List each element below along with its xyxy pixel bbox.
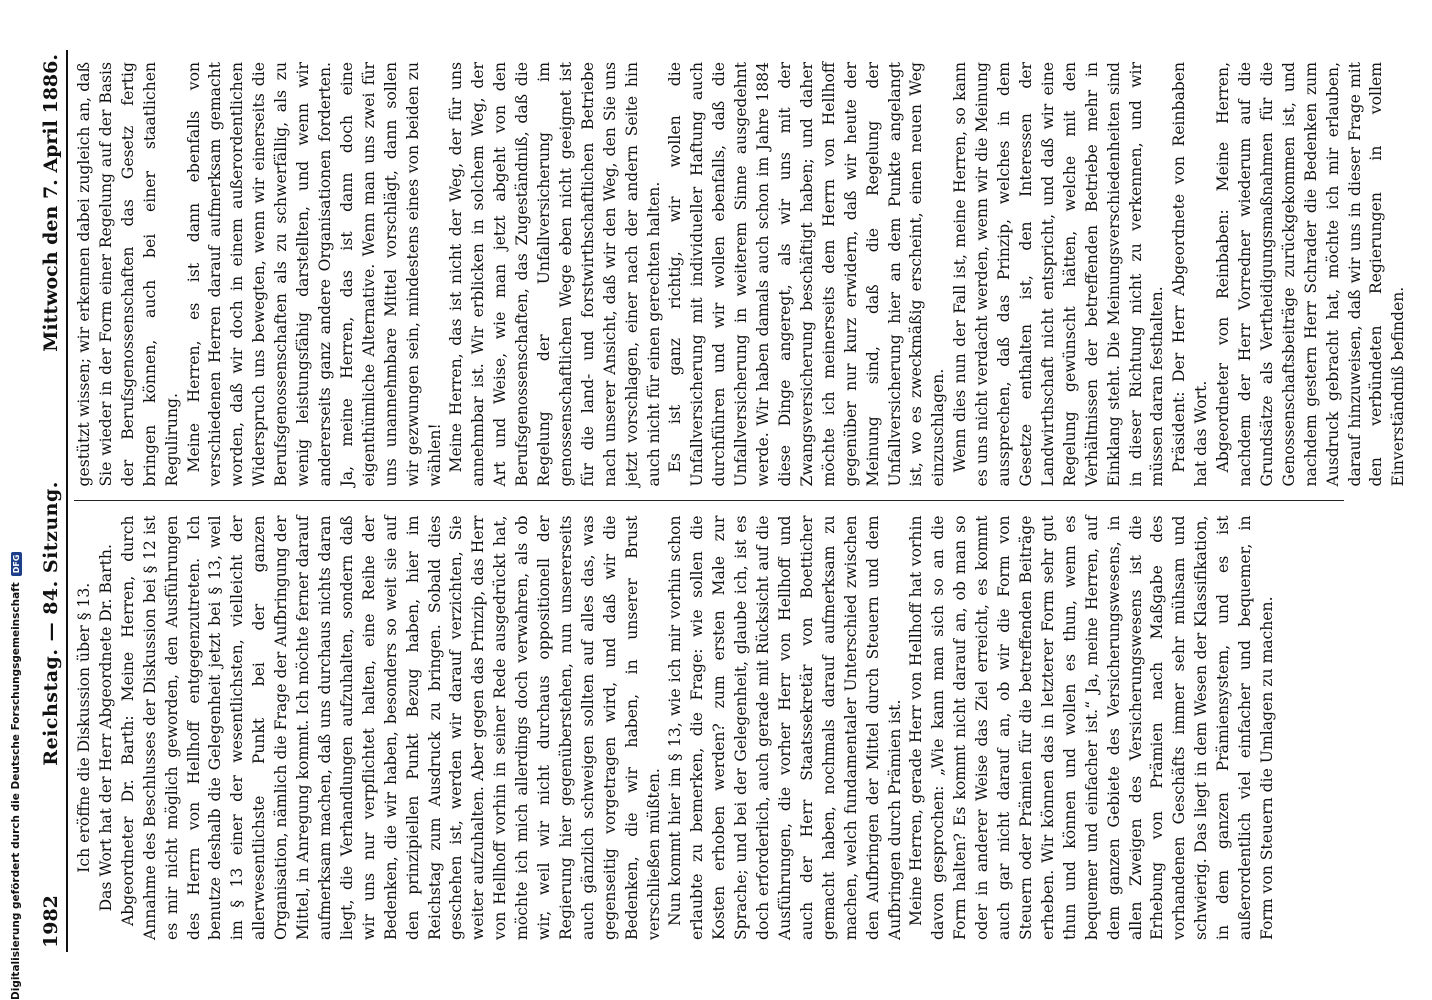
paragraph: Meine Herren, es ist dann ebenfalls von verschiedenen Herren darauf aufmerksam gemacht worden, daß wir doch in einem außerordentlichen Widerspruch uns bewegten, wenn wir einerseits die Berufsgenossenschaften als zu schwerfällig, als zu wenig leistungsfähig darstellten, und wenn wir andererseits ganz andere Organisationen forderten. Ja, meine Herren, das ist dann doch eine eigenthümliche Alternative. Wenn man uns zwei für uns unannehmbare Mittel vorschlägt, dann sollen wir gezwungen sein, mindestens eines von beiden zu wählen!: [184, 62, 444, 487]
paragraph: gestützt wissen; wir erkennen dabei zugleich an, daß Sie wieder in der Form einer Regelung auf der Basis der Berufsgenossenschaften das Gesetz fertig bringen können, auch bei einer staatlichen Regulirung.: [75, 62, 181, 487]
page-number: 1982: [40, 895, 62, 948]
paragraph: Es ist ganz richtig, wir wollen die Unfallversicherung mit individueller Haftung auch durchführen und wir wollen ebenfalls, daß die Unfallversicherung in weiterem Sinne ausgedehnt werde. Wir haben damals auch schon im Jahre 1884 diese Dinge angeregt, als wir uns mit der Zwangsversicherung beschäftigt haben; und daher möchte ich meinerseits dem Herrn von Hellhoff gegenüber nur kurz erwidern, daß wir heute der Meinung sind, daß die Regelung der Unfallversicherung hier an dem Punkte angelangt ist, wo es zweckmäßig erscheint, einen neuen Weg einzuschlagen.: [666, 62, 948, 487]
text-columns: [74, 50, 1408, 952]
right-column: [74, 50, 1408, 499]
paragraph: Das Wort hat der Herr Abgeordnete Dr. Barth.: [96, 544, 115, 912]
paragraph: Ich eröffne die Diskussion über § 13.: [75, 582, 93, 873]
paragraph: Abgeordneter Dr. Barth: Meine Herren, durch Annahme des Beschlusses der Diskussion bei § 12 ist es mir nicht möglich geworden, den Ausführungen des Herrn von Hellhoff entgegenzutreten. Ich benutze deshalb die Gelegenheit jetzt bei § 13, weil im § 13 einer der wesentlichsten, vielleicht der allerwesentlichste Punkt bei der ganzen Organisation, nämlich die Frage der Aufbringung der Mittel, in Anregung kommt. Ich möchte ferner darauf aufmerksam machen, daß uns durchaus nichts daran liegt, die Verhandlungen aufzuhalten, sondern daß wir uns nur verpflichtet halten, eine Reihe der Bedenken, die wir haben, besonders so weit sie auf den prinzipiellen Punkt Bezug haben, hier im Reichstag zum Ausdruck zu bringen. Sobald dies geschehen ist, werden wir darauf verzichten, Sie weiter aufzuhalten. Aber gegen das Prinzip, das Herr von Hellhoff vorhin in seiner Rede ausgedrückt hat, möchte ich mich allerdings doch verwahren, als ob wir, weil wir nicht durchaus oppositionell der Regierung hier gegenüberstehen, nun unsererseits auch gänzlich schweigen sollten auf alles das, was gegenseitig vorgetragen wird, und daß wir die Bedenken, die wir haben, in unserer Brust verschließen müßten.: [118, 515, 663, 940]
session-title: Reichstag. — 84. Sitzung.: [40, 481, 62, 766]
paragraph: Präsident: Der Herr Abgeordnete von Reinbaben hat das Wort.: [1170, 62, 1211, 487]
paragraph: Abgeordneter von Reinbaben: Meine Herren, nachdem der Herr Vorredner wiederum auf die Grundsätze als Vertheidigungsmaßnahmen für die Genossenschaftsbeiträge zurückgekommen ist, und nachdem gestern Herr Schrader die Bedenken zum Ausdruck gebracht hat, möchte ich mir erlauben, darauf hinzuweisen, daß wir uns in dieser Frage mit den verbündeten Regierungen in vollem Einverständniß befinden.: [1214, 62, 1408, 487]
paragraph: Meine Herren, das ist nicht der Weg, der für uns annehmbar ist. Wir erblicken in solchem Weg, der Art und Weise, wie man jetzt abgeht von den Berufsgenossenschaften, das Zugeständniß, daß die Regelung der Unfallversicherung im genossenschaftlichen Wege eben nicht geeignet ist für die land- und forstwirthschaftlichen Betriebe nach unserer Ansicht, daß wir den Weg, den Sie uns jetzt vorschlagen, einer nach der andern Seite hin auch nicht für einen gerechten halten.: [447, 62, 663, 487]
paragraph: Wenn dies nun der Fall ist, meine Herren, so kann es uns nicht verdacht werden, wenn wir die Meinung aussprechen, daß das Prinzip, welches in dem Gesetze enthalten ist, den Interessen der Landwirthschaft nicht entspricht, und daß wir eine Regelung gewünscht hätten, welche mit den Verhältnissen der betreffenden Betriebe mehr in Einklang steht. Die Meinungsverschiedenheiten sind in dieser Richtung nicht zu verkennen, und wir müssen daran festhalten.: [951, 62, 1167, 487]
dfg-logo: DFG: [11, 552, 22, 577]
paragraph: Nun kommt hier im § 13, wie ich mir vorhin schon erlaubte zu bemerken, die Frage: wie sollen die Kosten erhoben werden? zum ersten Male zur Sprache; und bei der Gelegenheit, glaube ich, ist es doch erforderlich, auch gerade mit Rücksicht auf die Ausführungen, die vorher Herr von Hellhoff und auch der Herr Staatssekretär von Boetticher gemacht haben, nochmals darauf aufmerksam zu machen, welch fundamentaler Unterschied zwischen den Aufbringen der Mittel durch Steuern und dem Aufbringen durch Prämien ist.: [666, 515, 904, 940]
footer-text: Digitalisierung gefördert durch die Deutsche Forschungsgemeinschaft: [10, 582, 22, 1000]
page-header: [40, 50, 68, 952]
column-divider: [74, 501, 1344, 502]
paragraph: Meine Herren, gerade Herr von Hellhoff hat vorhin davon gesprochen: „Wie kann man sich so an die Form halten? Es kommt nicht darauf an, ob man so oder in anderer Weise das Ziel erreicht, es kommt auch gar nicht darauf an, ob wir die Form von Steuern oder Prämien für die betreffenden Beiträge erheben. Wir können das in letzterer Form sehr gut thun und können und wollen es thun, wenn es bequemer und einfacher ist.“ Ja, meine Herren, auf dem ganzen Gebiete des Versicherungswesens, in allen Zweigen des Versicherungswesens ist die Erhebung von Prämien nach Maßgabe des vorhandenen Geschäfts immer sehr mühsam und schwierig. Das liegt in dem Wesen der Klassifikation, in dem ganzen Prämiensystem, und es ist außerordentlich viel einfacher und bequemer, in Form von Steuern die Umlagen zu machen.: [907, 515, 1276, 940]
session-date: Mittwoch den 7. April 1886.: [40, 54, 62, 352]
left-column: [74, 504, 1344, 953]
digitization-footer: [8, 554, 24, 1000]
